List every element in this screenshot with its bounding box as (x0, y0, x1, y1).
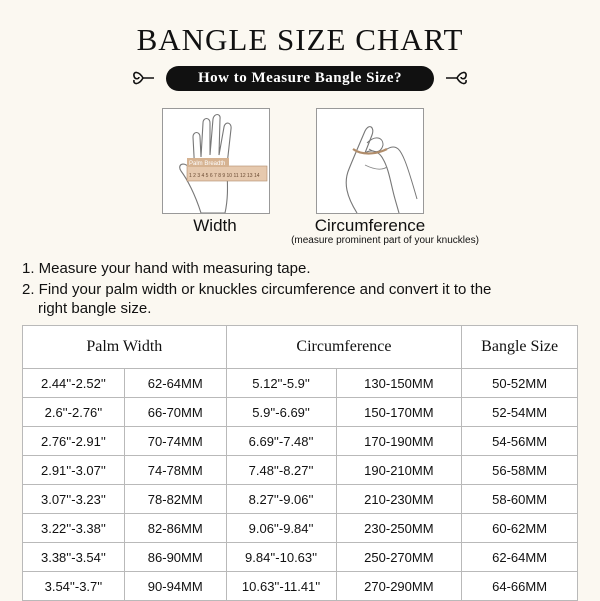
circ-mm-cell: 230-250MM (336, 514, 462, 543)
palm-mm-cell: 90-94MM (124, 572, 226, 601)
circ-inches-cell: 9.06''-9.84'' (226, 514, 336, 543)
circ-mm-cell: 130-150MM (336, 369, 462, 398)
size-table (22, 325, 578, 601)
circ-mm-cell: 210-230MM (336, 485, 462, 514)
right-flourish-icon (444, 67, 470, 89)
palm-inches-cell: 3.07''-3.23'' (23, 485, 125, 514)
table-row (23, 543, 578, 572)
circ-mm-cell: 170-190MM (336, 427, 462, 456)
table-row (23, 514, 578, 543)
bangle-size-cell: 60-62MM (462, 514, 578, 543)
bangle-size-cell: 58-60MM (462, 485, 578, 514)
hand-illustration-icon (163, 109, 269, 213)
palm-inches-cell: 2.76''-2.91'' (23, 427, 125, 456)
circ-inches-cell: 5.9''-6.69'' (226, 398, 336, 427)
table-body (23, 369, 578, 601)
width-caption: Width (193, 216, 237, 235)
circumference-caption: Circumference (314, 216, 426, 235)
palm-inches-cell: 2.91''-3.07'' (23, 456, 125, 485)
circumference-note: (measure prominent part of your knuckles) (291, 235, 479, 246)
table-row (23, 572, 578, 601)
header-circumference: Circumference (226, 326, 462, 369)
subtitle-banner (0, 66, 600, 92)
bangle-size-cell: 56-58MM (462, 456, 578, 485)
palm-inches-cell: 3.54''-3.7'' (23, 572, 125, 601)
palm-mm-cell: 66-70MM (124, 398, 226, 427)
bangle-size-cell: 64-66MM (462, 572, 578, 601)
header-bangle-size: Bangle Size (462, 326, 578, 369)
table-row (23, 369, 578, 398)
palm-mm-cell: 62-64MM (124, 369, 226, 398)
bangle-size-cell: 54-56MM (462, 427, 578, 456)
palm-width-image (162, 108, 270, 214)
bangle-size-cell: 52-54MM (462, 398, 578, 427)
circ-inches-cell: 5.12''-5.9'' (226, 369, 336, 398)
tape-scale: 1 2 3 4 5 6 7 8 9 10 11 12 13 14 (189, 173, 260, 179)
page-title: BANGLE SIZE CHART (136, 22, 464, 57)
table-header-row (23, 326, 578, 369)
table-row (23, 485, 578, 514)
palm-mm-cell: 78-82MM (124, 485, 226, 514)
circ-inches-cell: 6.69''-7.48'' (226, 427, 336, 456)
bangle-size-cell: 50-52MM (462, 369, 578, 398)
left-flourish-icon (130, 67, 156, 89)
circ-inches-cell: 9.84''-10.63'' (226, 543, 336, 572)
palm-inches-cell: 2.6''-2.76'' (23, 398, 125, 427)
palm-inches-cell: 3.22''-3.38'' (23, 514, 125, 543)
hand-tape-illustration-icon (317, 109, 423, 213)
palm-inches-cell: 2.44''-2.52'' (23, 369, 125, 398)
circ-mm-cell: 270-290MM (336, 572, 462, 601)
palm-mm-cell: 74-78MM (124, 456, 226, 485)
tape-label: Palm Breadth (189, 161, 226, 167)
subtitle-pill: How to Measure Bangle Size? (166, 66, 434, 91)
table-row (23, 456, 578, 485)
instruction-step-2-line-1: 2. Find your palm width or knuckles circumference and convert it to the (22, 281, 492, 298)
knuckle-circumference-image (316, 108, 424, 214)
circ-mm-cell: 150-170MM (336, 398, 462, 427)
table-row (23, 427, 578, 456)
palm-mm-cell: 86-90MM (124, 543, 226, 572)
table-row (23, 398, 578, 427)
palm-mm-cell: 82-86MM (124, 514, 226, 543)
circ-inches-cell: 10.63''-11.41'' (226, 572, 336, 601)
instruction-step-2-line-2: right bangle size. (38, 300, 152, 317)
bangle-size-cell: 62-64MM (462, 543, 578, 572)
circ-mm-cell: 190-210MM (336, 456, 462, 485)
header-palm-width: Palm Width (23, 326, 227, 369)
circ-inches-cell: 7.48''-8.27'' (226, 456, 336, 485)
circ-mm-cell: 250-270MM (336, 543, 462, 572)
palm-mm-cell: 70-74MM (124, 427, 226, 456)
instruction-step-1: 1. Measure your hand with measuring tape. (22, 260, 311, 277)
circ-inches-cell: 8.27''-9.06'' (226, 485, 336, 514)
palm-inches-cell: 3.38''-3.54'' (23, 543, 125, 572)
